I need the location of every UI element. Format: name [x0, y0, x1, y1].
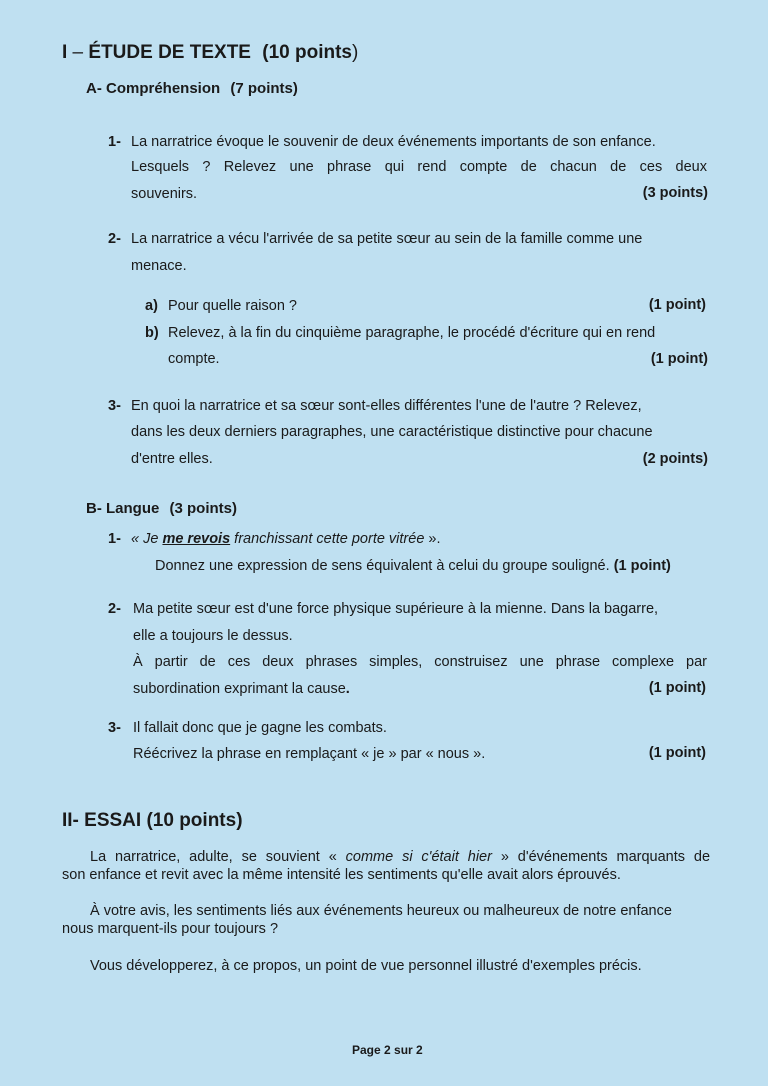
- question-number: 1-: [108, 531, 121, 547]
- question-text: En quoi la narratrice et sa sœur sont-elles différentes l'une de l'autre ? Relevez,: [131, 398, 642, 414]
- part1-title: I – ÉTUDE DE TEXTE (10 points): [62, 42, 359, 63]
- question-number: 2-: [108, 231, 121, 247]
- page-number: Page 2 sur 2: [352, 1043, 423, 1057]
- essay-paragraph: son enfance et revit avec la même intensité les sentiments qu'elle avait alors éprouvés.: [62, 867, 621, 883]
- question-text: d'entre elles.: [131, 451, 213, 467]
- part2-title: II- ESSAI (10 points): [62, 810, 243, 831]
- points-label: (1 point): [613, 558, 671, 574]
- question-text: souvenirs.: [131, 186, 198, 202]
- question-text: Donnez une expression de sens équivalent à celui du groupe souligné. (1 point): [155, 558, 671, 574]
- essay-question: À votre avis, les sentiments liés aux événements heureux ou malheureux de notre enfance: [90, 903, 672, 919]
- points-label: (1 point): [648, 297, 706, 313]
- part1-points: (10 points: [262, 42, 352, 63]
- essay-paragraph: La narratrice, adulte, se souvient « comme si c'était hier » d'événements marquants de: [90, 849, 711, 865]
- section-a-title: A- Compréhension (7 points): [86, 80, 298, 97]
- question-number: 2-: [108, 601, 121, 617]
- essay-instruction: Vous développerez, à ce propos, un point de vue personnel illustré d'exemples précis.: [90, 958, 642, 974]
- points-label: (1 point): [648, 745, 706, 761]
- question-text: dans les deux derniers paragraphes, une caractéristique distinctive pour chacune: [131, 424, 653, 440]
- points-label: (3 points): [642, 185, 708, 201]
- question-text: subordination exprimant la cause.: [133, 681, 350, 697]
- question-text: Lesquels ? Relevez une phrase qui rend compte de chacun de ces deux: [131, 159, 707, 175]
- question-text: À partir de ces deux phrases simples, construisez une phrase complexe par: [133, 654, 707, 670]
- part1-prefix: I: [62, 42, 68, 63]
- question-text: Il fallait donc que je gagne les combats.: [133, 720, 387, 736]
- points-label: (1 point): [650, 351, 708, 367]
- section-b-title: B- Langue (3 points): [86, 500, 238, 517]
- sub-question-label: b): [145, 325, 159, 341]
- sub-question-label: a): [145, 298, 158, 314]
- part1-heading: ÉTUDE DE TEXTE: [88, 42, 251, 63]
- question-text: menace.: [131, 258, 187, 274]
- underlined-group: me revois: [162, 531, 231, 547]
- question-number: 3-: [108, 398, 121, 414]
- question-number: 3-: [108, 720, 121, 736]
- question-text: Ma petite sœur est d'une force physique supérieure à la mienne. Dans la bagarre,: [133, 601, 659, 617]
- points-label: (2 points): [642, 451, 708, 467]
- question-text: La narratrice a vécu l'arrivée de sa petite sœur au sein de la famille comme une: [131, 231, 643, 247]
- question-text: Réécrivez la phrase en remplaçant « je » par « nous ».: [133, 746, 486, 762]
- section-b-points: (3 points): [169, 500, 238, 517]
- sub-question-text: compte.: [168, 351, 220, 367]
- essay-question: nous marquent-ils pour toujours ?: [62, 921, 279, 937]
- question-number: 1-: [108, 134, 121, 150]
- points-label: (1 point): [648, 680, 706, 696]
- part1-paren: ): [352, 42, 359, 63]
- question-text: elle a toujours le dessus.: [133, 628, 293, 644]
- sub-question-text: Relevez, à la fin du cinquième paragraphe, le procédé d'écriture qui en rend: [168, 325, 656, 341]
- question-text: La narratrice évoque le souvenir de deux événements importants de son enfance.: [131, 134, 656, 150]
- section-a-points: (7 points): [230, 80, 298, 97]
- sub-question-text: Pour quelle raison ?: [168, 298, 297, 314]
- quote-line: « Je me revois franchissant cette porte vitrée ».: [131, 531, 441, 547]
